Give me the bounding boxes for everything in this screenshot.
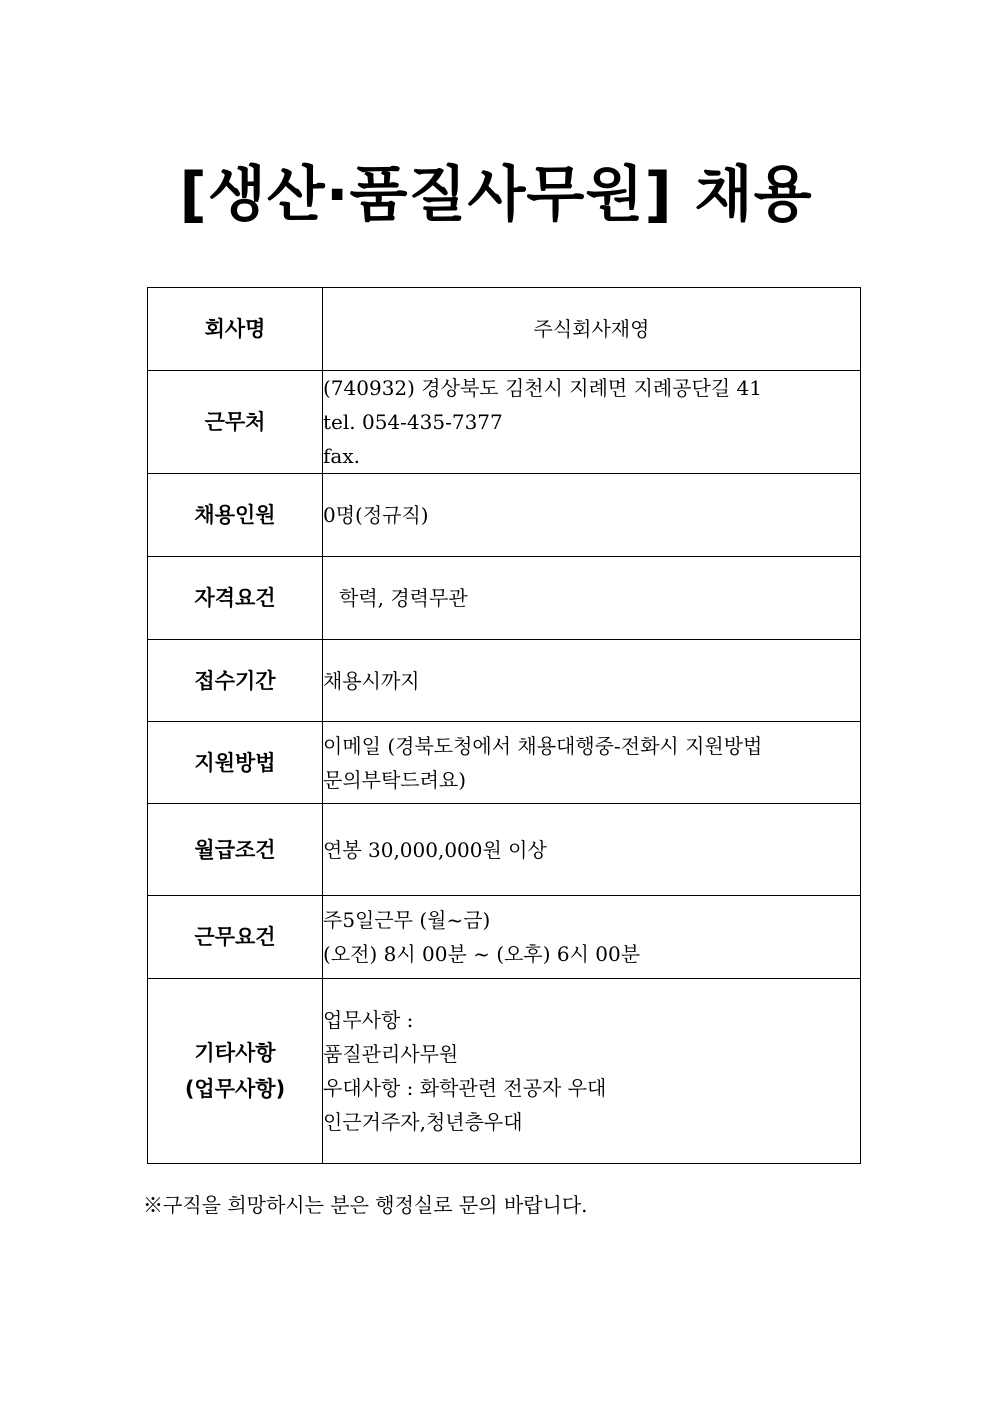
other-label-line-2: (업무사항) — [184, 1077, 286, 1101]
company-value: 주식회사재영 — [323, 288, 861, 371]
job-posting-table — [147, 287, 861, 1164]
workplace-fax: fax. — [323, 444, 360, 468]
headcount-label: 채용인원 — [148, 474, 323, 557]
table-row-workplace — [148, 371, 861, 474]
method-line-1: 이메일 (경북도청에서 채용대행중-전화시 지원방법 — [323, 733, 763, 758]
method-line-2: 문의부탁드려요) — [323, 767, 467, 792]
table-row-method — [148, 722, 861, 804]
salary-value: 연봉 30,000,000원 이상 — [323, 804, 861, 896]
company-label: 회사명 — [148, 288, 323, 371]
other-line-1: 업무사항 : — [323, 1008, 414, 1032]
hours-line-2: (오전) 8시 00분 ~ (오후) 6시 00분 — [323, 942, 641, 966]
period-value: 채용시까지 — [323, 640, 861, 722]
table-row-period — [148, 640, 861, 722]
other-line-2: 품질관리사무원 — [323, 1042, 459, 1066]
table-row-other — [148, 979, 861, 1164]
headcount-value: 0명(정규직) — [323, 474, 861, 557]
workplace-value — [323, 371, 861, 474]
other-line-3: 우대사항 : 화학관련 전공자 우대 — [323, 1076, 607, 1100]
other-value — [323, 979, 861, 1164]
hours-label: 근무요건 — [148, 896, 323, 979]
workplace-address: (740932) 경상북도 김천시 지례면 지례공단길 41 — [323, 376, 762, 400]
table-row-hours — [148, 896, 861, 979]
other-line-4: 인근거주자,청년층우대 — [323, 1110, 523, 1134]
qualification-value: 학력, 경력무관 — [323, 557, 861, 640]
workplace-tel: tel. 054-435-7377 — [323, 410, 503, 434]
salary-label: 월급조건 — [148, 804, 323, 896]
other-label-line-1: 기타사항 — [194, 1041, 276, 1065]
period-label: 접수기간 — [148, 640, 323, 722]
method-value — [323, 722, 861, 804]
qualification-label: 자격요건 — [148, 557, 323, 640]
page-title: [생산·품질사무원] 채용 — [179, 160, 813, 230]
hours-value — [323, 896, 861, 979]
hours-line-1: 주5일근무 (월~금) — [323, 908, 491, 932]
workplace-label: 근무처 — [148, 371, 323, 474]
footer-note: ※구직을 희망하시는 분은 행정실로 문의 바랍니다. — [143, 1193, 588, 1217]
table-row-qualification — [148, 557, 861, 640]
table-row-salary — [148, 804, 861, 896]
method-label: 지원방법 — [148, 722, 323, 804]
other-label — [148, 979, 323, 1164]
table-row-company — [148, 288, 861, 371]
table-row-headcount — [148, 474, 861, 557]
